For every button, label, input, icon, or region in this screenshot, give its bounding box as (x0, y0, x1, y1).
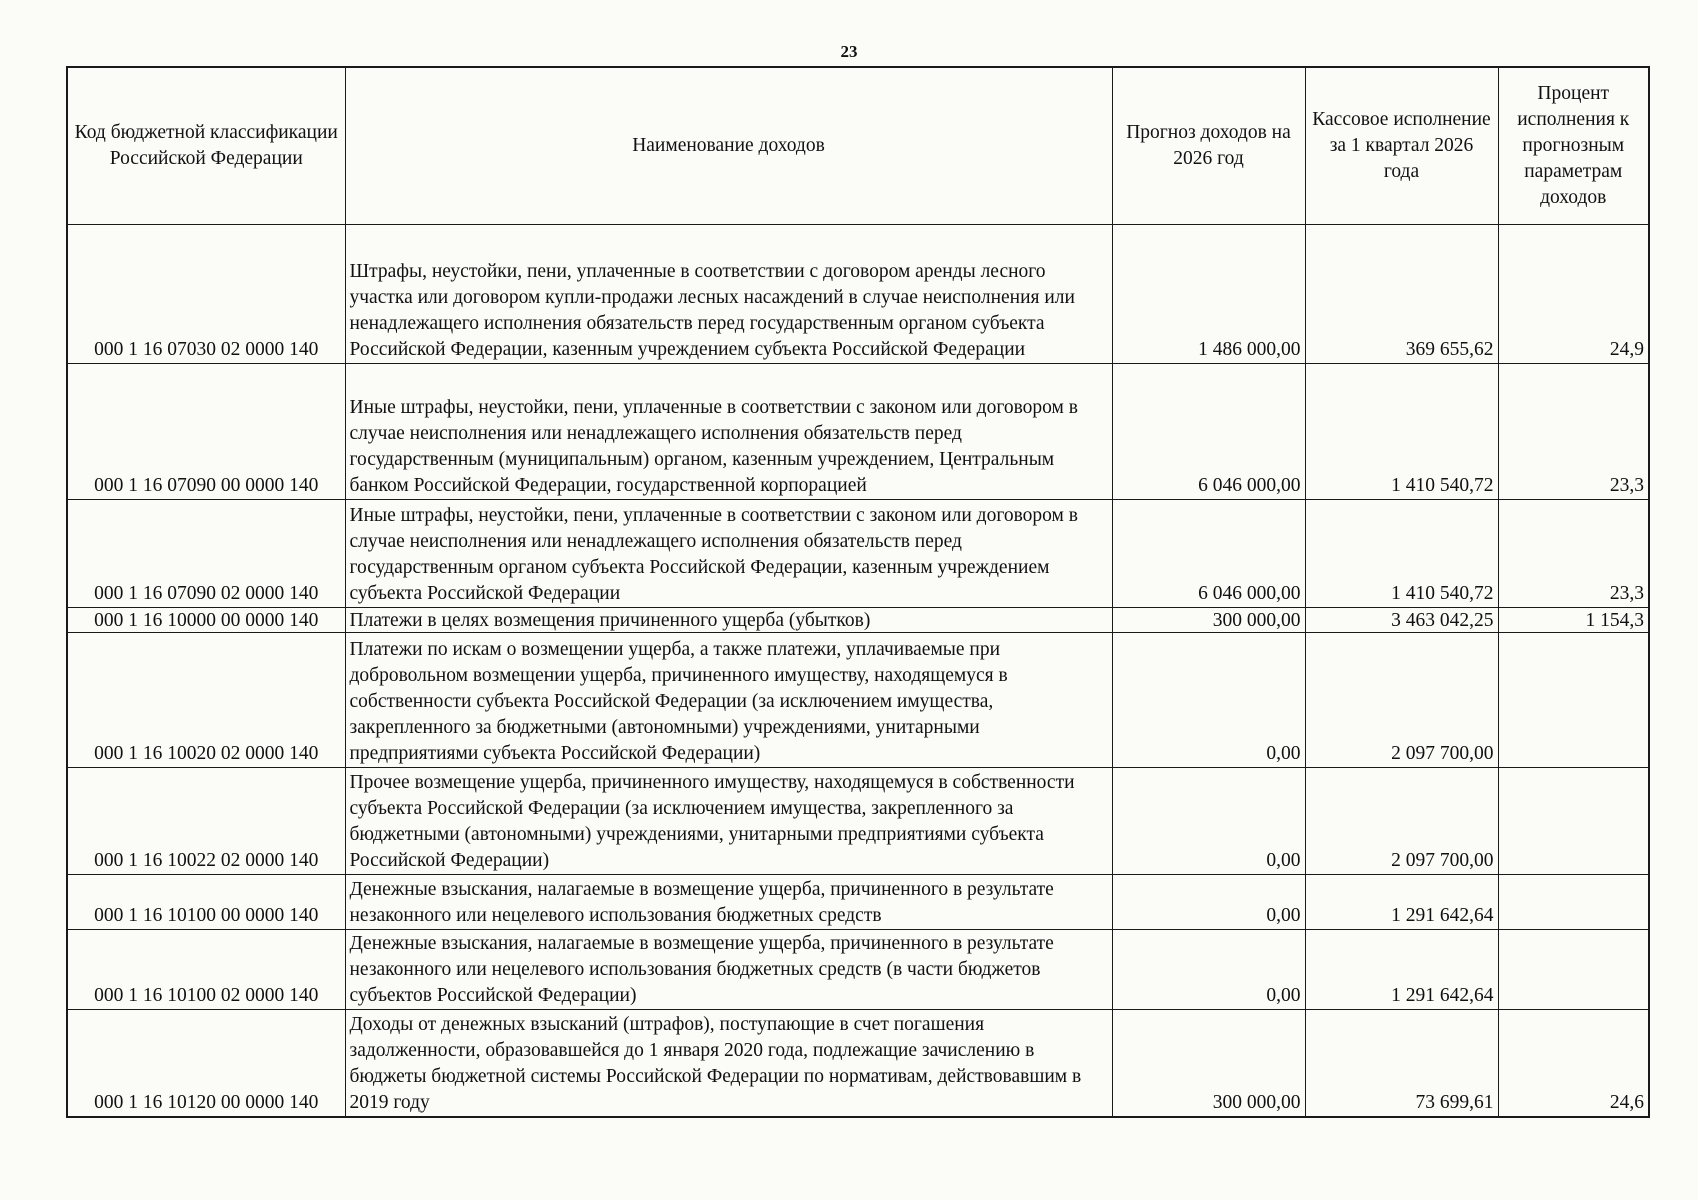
row-forecast: 1 486 000,00 (1112, 225, 1305, 364)
row-percent: 23,3 (1498, 364, 1649, 500)
row-cash: 3 463 042,25 (1305, 608, 1498, 633)
row-forecast: 0,00 (1112, 875, 1305, 930)
table-row (67, 500, 1649, 608)
row-forecast: 300 000,00 (1112, 608, 1305, 633)
header-name: Наименование доходов (345, 67, 1112, 225)
row-name: Прочее возмещение ущерба, причиненного имуществу, находящемуся в собственности субъекта Российской Федерации (за исключением имущества, закрепленного за бюджетными (автономными) учреждениями, унитарными предприятиями субъекта Российской Федерации) (345, 768, 1112, 875)
page-number: 23 (840, 42, 858, 61)
row-name: Платежи в целях возмещения причиненного ущерба (убытков) (345, 608, 1112, 633)
row-name: Иные штрафы, неустойки, пени, уплаченные в соответствии с законом или договором в случае неисполнения или ненадлежащего исполнения обязательств перед государственным органом субъекта Российской Федерации, казенным учреждением субъекта Российской Федерации (345, 500, 1112, 608)
row-forecast: 6 046 000,00 (1112, 364, 1305, 500)
row-cash: 2 097 700,00 (1305, 768, 1498, 875)
table-row (67, 768, 1649, 875)
row-code: 000 1 16 07090 00 0000 140 (67, 364, 345, 500)
row-code: 000 1 16 07090 02 0000 140 (67, 500, 345, 608)
row-code: 000 1 16 10100 00 0000 140 (67, 875, 345, 930)
table-header-row (67, 67, 1649, 225)
row-cash: 2 097 700,00 (1305, 633, 1498, 768)
row-percent (1498, 633, 1649, 768)
row-code: 000 1 16 10022 02 0000 140 (67, 768, 345, 875)
table-row (67, 225, 1649, 364)
row-forecast: 300 000,00 (1112, 1010, 1305, 1118)
row-cash: 1 410 540,72 (1305, 364, 1498, 500)
row-percent: 24,6 (1498, 1010, 1649, 1118)
row-code: 000 1 16 10120 00 0000 140 (67, 1010, 345, 1118)
table-row (67, 875, 1649, 930)
row-cash: 369 655,62 (1305, 225, 1498, 364)
row-name: Иные штрафы, неустойки, пени, уплаченные в соответствии с законом или договором в случае неисполнения или ненадлежащего исполнения обязательств перед государственным (муниципальным) органом, казенным учреждением, Центральным банком Российской Федерации, государственной корпорацией (345, 364, 1112, 500)
row-cash: 1 291 642,64 (1305, 875, 1498, 930)
table-row (67, 930, 1649, 1010)
row-name: Денежные взыскания, налагаемые в возмещение ущерба, причиненного в результате незаконного или нецелевого использования бюджетных средств (345, 875, 1112, 930)
table-row (67, 364, 1649, 500)
row-percent: 1 154,3 (1498, 608, 1649, 633)
row-forecast: 6 046 000,00 (1112, 500, 1305, 608)
row-forecast: 0,00 (1112, 768, 1305, 875)
row-percent (1498, 875, 1649, 930)
header-forecast: Прогноз доходов на 2026 год (1112, 67, 1305, 225)
row-code: 000 1 16 07030 02 0000 140 (67, 225, 345, 364)
row-name: Доходы от денежных взысканий (штрафов), поступающие в счет погашения задолженности, образовавшейся до 1 января 2020 года, подлежащие зачислению в бюджеты бюджетной системы Российской Федерации по нормативам, действовавшим в 2019 году (345, 1010, 1112, 1118)
row-cash: 1 291 642,64 (1305, 930, 1498, 1010)
row-percent: 24,9 (1498, 225, 1649, 364)
row-code: 000 1 16 10000 00 0000 140 (67, 608, 345, 633)
row-percent: 23,3 (1498, 500, 1649, 608)
row-forecast: 0,00 (1112, 633, 1305, 768)
row-name: Штрафы, неустойки, пени, уплаченные в соответствии с договором аренды лесного участка или договором купли-продажи лесных насаждений в случае неисполнения или ненадлежащего исполнения обязательств перед государственным органом субъекта Российской Федерации, казенным учреждением субъекта Российской Федерации (345, 225, 1112, 364)
row-percent (1498, 768, 1649, 875)
row-name: Денежные взыскания, налагаемые в возмещение ущерба, причиненного в результате незаконного или нецелевого использования бюджетных средств (в части бюджетов субъектов Российской Федерации) (345, 930, 1112, 1010)
row-cash: 73 699,61 (1305, 1010, 1498, 1118)
table-row (67, 608, 1649, 633)
table-row (67, 633, 1649, 768)
row-name: Платежи по искам о возмещении ущерба, а также платежи, уплачиваемые при добровольном возмещении ущерба, причиненного имуществу, находящемуся в собственности субъекта Российской Федерации (за исключением имущества, закрепленного за бюджетными (автономными) учреждениями, унитарными предприятиями субъекта Российской Федерации) (345, 633, 1112, 768)
header-code: Код бюджетной классификации Российской Федерации (67, 67, 345, 225)
header-cash: Кассовое исполнение за 1 квартал 2026 года (1305, 67, 1498, 225)
row-cash: 1 410 540,72 (1305, 500, 1498, 608)
row-code: 000 1 16 10100 02 0000 140 (67, 930, 345, 1010)
revenue-table (66, 66, 1650, 1118)
header-percent: Процент исполнения к прогнозным параметрам доходов (1498, 67, 1649, 225)
row-code: 000 1 16 10020 02 0000 140 (67, 633, 345, 768)
row-percent (1498, 930, 1649, 1010)
row-forecast: 0,00 (1112, 930, 1305, 1010)
table-row (67, 1010, 1649, 1118)
